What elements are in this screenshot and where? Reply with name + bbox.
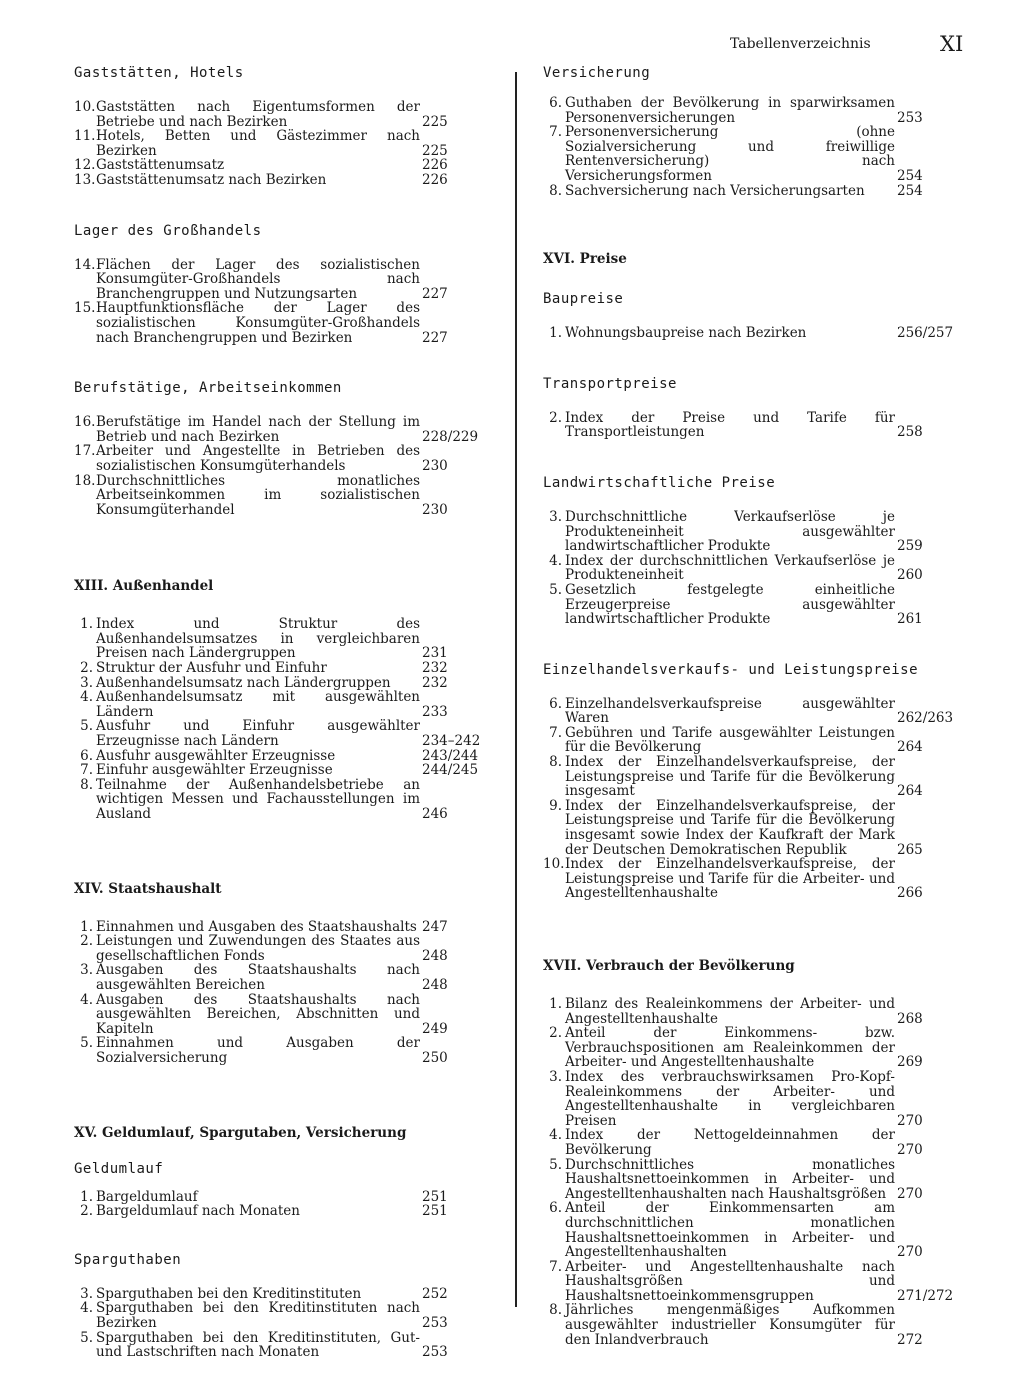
entry-title: Hauptfunktionsfläche der Lager des sozialistischen Konsumgüter-Großhandels nach Branchengruppen und Bezirken xyxy=(96,300,420,346)
toc-entry xyxy=(74,778,484,822)
entry-number: 6. xyxy=(80,747,93,764)
section-heading: Landwirtschaftliche Preise xyxy=(543,474,776,491)
toc-entry xyxy=(543,1158,959,1202)
entry-page-number: 264 xyxy=(897,783,923,800)
entry-number: 3. xyxy=(80,1285,93,1302)
entry-title: Gebühren und Tarife ausgewählter Leistungen für die Bevölkerung xyxy=(565,724,895,756)
entry-number: 5. xyxy=(80,718,93,735)
toc-entry xyxy=(543,510,959,554)
column-divider xyxy=(515,72,517,1307)
entry-title: Sparguthaben bei den Kreditinstituten xyxy=(96,1285,362,1302)
entry-title: Durchschnittliche Verkaufserlöse je Produkteneinheit ausgewählter landwirtschaftlicher Produkte xyxy=(565,508,895,555)
entry-title: Gaststätten nach Eigentumsformen der Betriebe und nach Bezirken xyxy=(96,99,420,130)
entry-page-number: 265 xyxy=(897,841,923,858)
entry-title: Sachversicherung nach Versicherungsarten xyxy=(565,182,865,199)
entry-number: 12. xyxy=(74,157,96,174)
toc-entry xyxy=(543,583,959,627)
entry-page-number: 272 xyxy=(897,1331,923,1348)
toc-entry xyxy=(74,129,484,158)
chapter-heading: XIII. Außenhandel xyxy=(74,578,214,595)
entry-title: Index und Struktur des Außenhandelsumsatzes in vergleichbaren Preisen nach Ländergruppen xyxy=(96,616,420,662)
running-header-title: Tabellenverzeichnis xyxy=(730,36,871,52)
entry-page-number: 254 xyxy=(897,182,923,199)
entry-title: Ausgaben des Staatshaushalts nach ausgewählten Bereichen xyxy=(96,962,420,993)
entry-title: Berufstätige im Handel nach der Stellung im Betrieb und nach Bezirken xyxy=(96,414,420,445)
entry-title: Index der Einzelhandelsverkaufspreise, der Leistungspreise und Tarife für die Bevölkerung insgesamt sowie Index der Kaufkraft der Mark der Deutschen Demokratischen Republik xyxy=(565,797,895,858)
entry-title: Jährliches mengenmäßiges Aufkommen ausgewählter industrieller Konsumgüter für den Inlandverbrauch xyxy=(565,1302,895,1348)
entry-title: Guthaben der Bevölkerung in sparwirksamen Personenversicherungen xyxy=(565,95,895,126)
entry-number: 2. xyxy=(80,1203,93,1220)
entry-number: 8. xyxy=(549,1302,562,1319)
section-heading: Transportpreise xyxy=(543,375,677,392)
entry-title: Flächen der Lager des sozialistischen Konsumgüter-Großhandels nach Branchengruppen und Nutzungsarten xyxy=(96,256,420,302)
section-heading: Sparguthaben xyxy=(74,1251,182,1268)
toc-entry xyxy=(74,1036,484,1065)
entry-page-number: 225 xyxy=(422,113,448,130)
toc-entry xyxy=(543,799,959,857)
chapter-heading: XV. Geldumlauf, Spargutaben, Versicherung xyxy=(74,1124,407,1141)
entry-title: Einnahmen und Ausgaben des Staatshaushalts xyxy=(96,918,417,935)
entry-number: 3. xyxy=(549,1068,562,1085)
entry-number: 2. xyxy=(549,1025,562,1042)
entry-number: 2. xyxy=(80,933,93,950)
toc-entry xyxy=(74,1287,484,1302)
entry-title: Einfuhr ausgewählter Erzeugnisse xyxy=(96,762,333,779)
entry-number: 1. xyxy=(549,325,562,342)
toc-entry xyxy=(74,444,484,473)
entry-page-number: 248 xyxy=(422,947,448,964)
entry-number: 7. xyxy=(80,762,93,779)
toc-entry xyxy=(74,1204,484,1219)
toc-entry xyxy=(543,997,959,1026)
entry-number: 7. xyxy=(549,1258,562,1275)
entry-number: 8. xyxy=(80,776,93,793)
entry-page-number: 258 xyxy=(897,424,923,441)
entry-title: Außenhandelsumsatz mit ausgewählten Ländern xyxy=(96,689,420,720)
entry-page-number: 226 xyxy=(422,171,448,188)
section-heading: Geldumlauf xyxy=(74,1160,164,1177)
page-number: XI xyxy=(940,32,964,56)
entry-page-number: 252 xyxy=(422,1285,448,1302)
toc-entry xyxy=(74,920,484,935)
entry-title: Einzelhandelsverkaufspreise ausgewählter Waren xyxy=(565,695,895,727)
entry-number: 18. xyxy=(74,472,96,489)
entry-number: 5. xyxy=(549,581,562,598)
entry-number: 4. xyxy=(549,1127,562,1144)
entry-page-number: 225 xyxy=(422,142,448,159)
entry-page-number: 227 xyxy=(422,285,448,302)
entry-title: Gesetzlich festgelegte einheitliche Erzeugerpreise ausgewählter landwirtschaftlicher Produkte xyxy=(565,581,895,628)
entry-page-number: 269 xyxy=(897,1054,923,1071)
entry-title: Anteil der Einkommensarten am durchschnittlichen monatlichen Haushaltsnettoeinkommen in Arbeiter- und Angestelltenhaushalten xyxy=(565,1200,895,1261)
entry-title: Sparguthaben bei den Kreditinstituten nach Bezirken xyxy=(96,1300,420,1331)
entry-page-number: 228/229 xyxy=(422,428,479,445)
entry-number: 5. xyxy=(80,1035,93,1052)
entry-page-number: 251 xyxy=(422,1203,448,1220)
toc-entry xyxy=(543,1201,959,1259)
entry-page-number: 248 xyxy=(422,976,448,993)
entry-number: 4. xyxy=(549,552,562,569)
toc-entry xyxy=(543,96,959,125)
entry-title: Ausgaben des Staatshaushalts nach ausgewählten Bereichen, Abschnitten und Kapiteln xyxy=(96,991,420,1037)
toc-entry xyxy=(74,661,484,676)
right-column xyxy=(543,64,959,1347)
entry-title: Struktur der Ausfuhr und Einfuhr xyxy=(96,660,327,677)
entry-title: Teilnahme der Außenhandelsbetriebe an wichtigen Messen und Fachausstellungen im Ausland xyxy=(96,776,420,822)
entry-number: 17. xyxy=(74,443,96,460)
entry-number: 6. xyxy=(549,695,562,712)
section-heading: Berufstätige, Arbeitseinkommen xyxy=(74,380,342,397)
entry-title: Einnahmen und Ausgaben der Sozialversicherung xyxy=(96,1035,420,1066)
entry-title: Sparguthaben bei den Kreditinstituten, Gut- und Lastschriften nach Monaten xyxy=(96,1329,420,1361)
toc-entry xyxy=(543,184,959,199)
entry-number: 1. xyxy=(549,996,562,1012)
entry-page-number: 230 xyxy=(422,501,448,518)
entry-page-number: 227 xyxy=(422,329,448,346)
entry-number: 3. xyxy=(80,674,93,691)
entry-page-number: 254 xyxy=(897,167,923,184)
entry-page-number: 256/257 xyxy=(897,325,954,342)
left-column xyxy=(74,64,484,1360)
toc-entry xyxy=(74,749,484,764)
entry-number: 4. xyxy=(80,991,93,1008)
entry-page-number: 250 xyxy=(422,1049,448,1066)
toc-entry xyxy=(74,617,484,661)
entry-number: 2. xyxy=(80,660,93,677)
entry-title: Leistungen und Zuwendungen des Staates aus gesellschaftlichen Fonds xyxy=(96,933,420,964)
toc-entry xyxy=(543,857,959,901)
section-heading: Versicherung xyxy=(543,65,651,81)
toc-entry xyxy=(74,690,484,719)
section-heading: Baupreise xyxy=(543,291,624,308)
chapter-heading: XVII. Verbrauch der Bevölkerung xyxy=(543,958,795,974)
toc-entry xyxy=(543,1303,959,1347)
toc-entry xyxy=(543,697,959,726)
toc-entry xyxy=(543,411,959,440)
entry-page-number: 260 xyxy=(897,567,923,584)
entry-page-number: 264 xyxy=(897,739,923,756)
entry-number: 1. xyxy=(80,1188,93,1205)
entry-title: Durchschnittliches monatliches Arbeitseinkommen im sozialistischen Konsumgüterhandel xyxy=(96,472,420,518)
entry-page-number: 230 xyxy=(422,457,448,474)
toc-entry xyxy=(74,100,484,129)
toc-entry xyxy=(543,1070,959,1128)
toc-entry xyxy=(74,934,484,963)
entry-page-number: 270 xyxy=(897,1112,923,1129)
entry-page-number: 231 xyxy=(422,645,448,662)
entry-number: 10. xyxy=(74,99,96,115)
entry-title: Ausfuhr und Einfuhr ausgewählter Erzeugnisse nach Ländern xyxy=(96,718,420,750)
entry-page-number: 232 xyxy=(422,660,448,677)
entry-title: Index der Preise und Tarife für Transportleistungen xyxy=(565,409,895,441)
entry-page-number: 232 xyxy=(422,674,448,691)
section-heading: Einzelhandelsverkaufs- und Leistungspreise xyxy=(543,661,919,678)
entry-number: 16. xyxy=(74,414,96,431)
entry-number: 7. xyxy=(549,124,562,141)
entry-title: Index des verbrauchswirksamen Pro-Kopf-Realeinkommens der Arbeiter- und Angestelltenhaushalte in vergleichbaren Preisen xyxy=(565,1068,895,1129)
entry-number: 14. xyxy=(74,256,96,273)
entry-page-number: 253 xyxy=(422,1344,448,1361)
entry-page-number: 270 xyxy=(897,1185,923,1202)
toc-entry xyxy=(74,301,484,345)
entry-title: Arbeiter und Angestellte in Betrieben des sozialistischen Konsumgüterhandels xyxy=(96,443,420,474)
entry-title: Bilanz des Realeinkommens der Arbeiter- und Angestelltenhaushalte xyxy=(565,996,895,1027)
toc-entry xyxy=(74,963,484,992)
entry-number: 5. xyxy=(549,1156,562,1173)
section-heading: Lager des Großhandels xyxy=(74,222,262,239)
toc-entry xyxy=(543,326,959,341)
entry-title: Index der Nettogeldeinnahmen der Bevölkerung xyxy=(565,1127,895,1158)
entry-title: Gaststättenumsatz nach Bezirken xyxy=(96,171,327,188)
toc-entry xyxy=(74,258,484,302)
entry-number: 5. xyxy=(80,1329,93,1346)
entry-number: 3. xyxy=(80,962,93,979)
entry-page-number: 251 xyxy=(422,1188,448,1205)
entry-number: 2. xyxy=(549,409,562,426)
entry-number: 7. xyxy=(549,724,562,741)
toc-entry xyxy=(74,1331,484,1360)
toc-entry xyxy=(543,1128,959,1157)
entry-page-number: 259 xyxy=(897,538,923,555)
entry-page-number: 271/272 xyxy=(897,1287,954,1304)
entry-title: Arbeiter- und Angestelltenhaushalte nach Haushaltsgrößen und Haushaltsnettoeinkommensgruppen xyxy=(565,1258,895,1304)
toc-entry xyxy=(74,719,484,748)
entry-title: Außenhandelsumsatz nach Ländergruppen xyxy=(96,674,391,691)
entry-title: Durchschnittliches monatliches Haushaltsnettoeinkommen in Arbeiter- und Angestelltenhaushalten nach Haushaltsgrößen xyxy=(565,1156,895,1202)
entry-number: 13. xyxy=(74,171,96,188)
toc-entry xyxy=(543,1260,959,1304)
toc-entry xyxy=(74,474,484,518)
entry-title: Bargeldumlauf xyxy=(96,1188,198,1205)
toc-entry xyxy=(74,993,484,1037)
toc-entry xyxy=(74,415,484,444)
entry-title: Ausfuhr ausgewählter Erzeugnisse xyxy=(96,747,336,764)
entry-number: 3. xyxy=(549,508,562,525)
entry-title: Index der Einzelhandelsverkaufspreise, der Leistungspreise und Tarife für die Arbeiter- und Angestelltenhaushalte xyxy=(565,856,895,902)
entry-title: Anteil der Einkommens- bzw. Verbrauchspositionen am Realeinkommen der Arbeiter- und Angestelltenhaushalte xyxy=(565,1025,895,1071)
entry-title: Gaststättenumsatz xyxy=(96,157,225,174)
toc-entry xyxy=(74,1190,484,1205)
entry-title: Bargeldumlauf nach Monaten xyxy=(96,1203,300,1220)
entry-number: 8. xyxy=(549,754,562,771)
entry-page-number: 261 xyxy=(897,611,923,628)
entry-page-number: 226 xyxy=(422,157,448,174)
entry-page-number: 270 xyxy=(897,1141,923,1158)
entry-page-number: 262/263 xyxy=(897,710,954,727)
chapter-heading: XVI. Preise xyxy=(543,251,627,268)
entry-number: 1. xyxy=(80,918,93,935)
entry-title: Index der durchschnittlichen Verkaufserlöse je Produkteneinheit xyxy=(565,552,895,584)
entry-page-number: 247 xyxy=(422,918,448,935)
toc-entry xyxy=(543,726,959,755)
entry-title: Personenversicherung (ohne Sozialversicherung und freiwillige Rentenversicherung) nach Versicherungsformen xyxy=(565,124,895,184)
entry-page-number: 266 xyxy=(897,885,923,902)
entry-page-number: 268 xyxy=(897,1010,923,1027)
entry-number: 11. xyxy=(74,128,96,145)
toc-entry xyxy=(74,676,484,691)
chapter-heading: XIV. Staatshaushalt xyxy=(74,880,222,897)
entry-number: 8. xyxy=(549,182,562,199)
entry-number: 6. xyxy=(549,1200,562,1217)
entry-title: Wohnungsbaupreise nach Bezirken xyxy=(565,325,807,342)
toc-entry xyxy=(543,554,959,583)
entry-title: Hotels, Betten und Gästezimmer nach Bezirken xyxy=(96,128,420,159)
toc-entry xyxy=(74,173,484,188)
entry-number: 6. xyxy=(549,95,562,111)
entry-page-number: 244/245 xyxy=(422,762,479,779)
toc-entry xyxy=(74,158,484,173)
entry-number: 4. xyxy=(80,1300,93,1317)
entry-title: Index der Einzelhandelsverkaufspreise, der Leistungspreise und Tarife für die Bevölkerung insgesamt xyxy=(565,754,895,800)
toc-entry xyxy=(543,125,959,183)
entry-number: 10. xyxy=(543,856,565,873)
entry-number: 15. xyxy=(74,300,96,317)
entry-page-number: 233 xyxy=(422,703,448,720)
entry-page-number: 246 xyxy=(422,806,448,822)
entry-page-number: 234–242 xyxy=(422,733,481,750)
entry-page-number: 253 xyxy=(897,109,923,126)
toc-entry xyxy=(543,1026,959,1070)
toc-entry xyxy=(74,1301,484,1330)
toc-entry xyxy=(74,763,484,778)
section-heading: Gaststätten, Hotels xyxy=(74,65,244,81)
entry-page-number: 270 xyxy=(897,1244,923,1261)
entry-number: 4. xyxy=(80,689,93,706)
entry-page-number: 243/244 xyxy=(422,747,479,764)
entry-page-number: 253 xyxy=(422,1314,448,1331)
entry-page-number: 249 xyxy=(422,1020,448,1037)
toc-entry xyxy=(543,755,959,799)
entry-number: 1. xyxy=(80,616,93,633)
entry-number: 9. xyxy=(549,797,562,814)
